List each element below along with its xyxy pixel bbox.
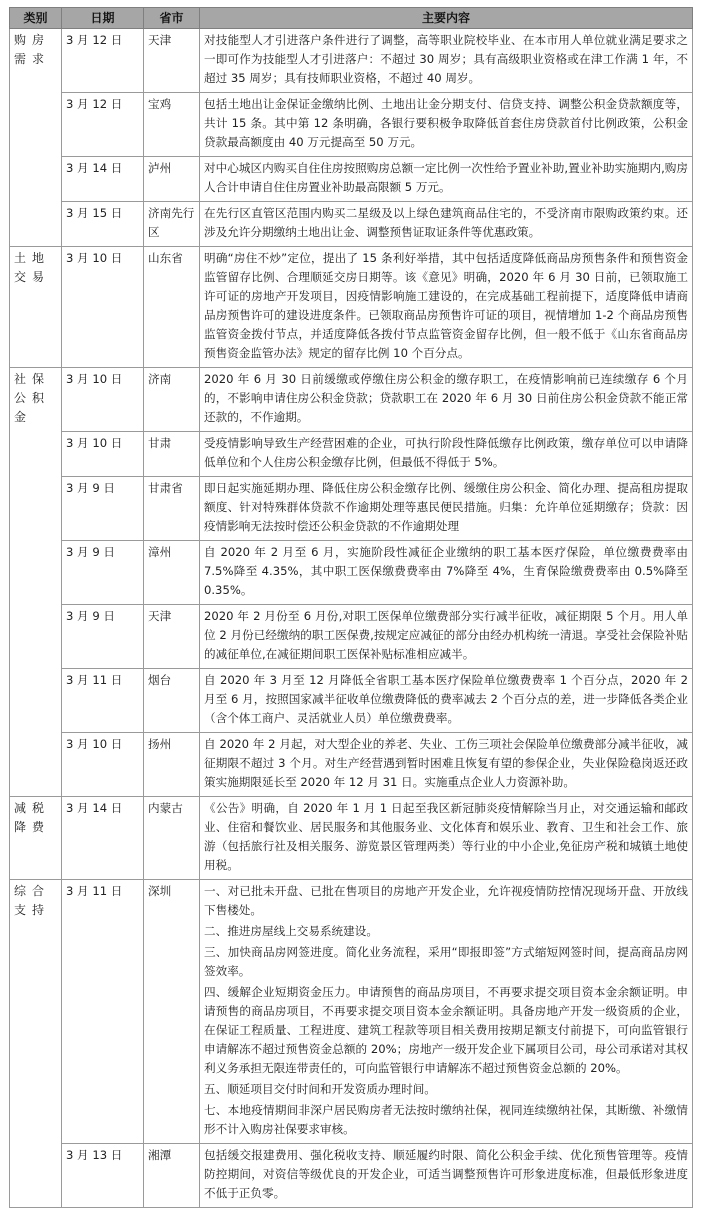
category-cell: 减税降费 — [10, 797, 62, 880]
content-cell — [200, 93, 693, 157]
content-cell — [200, 202, 693, 247]
content-paragraph: 四、缓解企业短期资金压力。申请预售的商品房项目，不再要求提交项目资本金余额证明。申请预售的商品房项目，不再要求提交项目资本金余额证明。具备房地产开发一级资质的企业，在保证工程质量、工程进度、建筑工程款等项目相关费用按期足额支付前提下，可向监管银行申请解冻不超过预售资金总额的 20%；房地产一级开发企业下属项目公司，母公司承诺对其权利义务承担无限连带责任的，可向监管银行申请解冻不超过预售资金总额的 20%。 — [204, 985, 688, 1075]
province-cell: 泸州 — [144, 157, 200, 202]
content-paragraph: 在先行区直管区范围内购买二星级及以上绿色建筑商品住宅的，不受济南市限购政策约束。还涉及允许分期缴纳土地出让金、调整预售证取证条件等优惠政策。 — [204, 206, 688, 239]
date-cell: 3 月 9 日 — [62, 605, 144, 669]
date-cell: 3 月 11 日 — [62, 880, 144, 1144]
table-row — [10, 605, 693, 669]
header-category: 类别 — [10, 8, 62, 29]
table-row — [10, 541, 693, 605]
province-cell: 甘肃 — [144, 432, 200, 477]
content-cell — [200, 368, 693, 432]
content-paragraph: 2020 年 6 月 30 日前缓缴或停缴住房公积金的缴存职工，在疫情影响前已连续缴存 6 个月的，不影响申请住房公积金贷款；贷款职工在 2020 年 6 月 30 日前住房公积金贷款不能正常还款的，不作逾期。 — [204, 372, 688, 424]
date-cell: 3 月 9 日 — [62, 541, 144, 605]
province-cell: 济南 — [144, 368, 200, 432]
content-paragraph: 包括缓交报建费用、强化税收支持、顺延履约时限、简化公积金手续、优化预售管理等。疫情防控期间，对资信等级优良的开发企业，可适当调整预售许可形象进度标准，但最低形象进度不低于正负零。 — [204, 1148, 688, 1200]
content-cell — [200, 541, 693, 605]
content-cell — [200, 1144, 693, 1208]
policy-table — [9, 7, 693, 1208]
table-row — [10, 669, 693, 733]
date-cell: 3 月 10 日 — [62, 432, 144, 477]
province-cell: 湘潭 — [144, 1144, 200, 1208]
content-cell — [200, 432, 693, 477]
table-row — [10, 368, 693, 432]
table-row — [10, 432, 693, 477]
date-cell: 3 月 12 日 — [62, 29, 144, 93]
date-cell: 3 月 9 日 — [62, 477, 144, 541]
content-paragraph: 对中心城区内购买自住住房按照购房总额一定比例一次性给予置业补助,置业补助实施期内,购房人合计申请自住住房置业补助最高限额 5 万元。 — [204, 161, 688, 194]
content-paragraph: 自 2020 年 3 月至 12 月降低全省职工基本医疗保险单位缴费费率 1 个百分点，2020 年 2 月至 6 月，按照国家减半征收单位缴费降低的费率减去 2 个百分点的差，进一步降低各类企业（含个体工商户、灵活就业人员）单位缴费费率。 — [204, 673, 688, 725]
policy-table-container — [9, 7, 692, 1208]
table-header-row — [10, 8, 693, 29]
table-row — [10, 29, 693, 93]
date-cell: 3 月 10 日 — [62, 733, 144, 797]
province-cell: 天津 — [144, 605, 200, 669]
content-cell — [200, 477, 693, 541]
content-cell — [200, 605, 693, 669]
category-cell: 购房需求 — [10, 29, 62, 247]
table-row — [10, 880, 693, 1144]
content-paragraph: 《公告》明确，自 2020 年 1 月 1 日起至我区新冠肺炎疫情解除当月止，对交通运输和邮政业、住宿和餐饮业、居民服务和其他服务业、文化体育和娱乐业、教育、卫生和社会工作、旅游（包括旅行社及相关服务、游览景区管理两类）等行业的中小企业,免征房产税和城镇土地使用税。 — [204, 801, 688, 872]
province-cell: 深圳 — [144, 880, 200, 1144]
table-row — [10, 202, 693, 247]
content-paragraph: 包括土地出让金保证金缴纳比例、土地出让金分期支付、信贷支持、调整公积金贷款额度等，共计 15 条。其中第 12 条明确，各银行要积极争取降低首套住房贷款首付比例政策，公积金贷款最高额度由 40 万元提高至 50 万元。 — [204, 97, 688, 149]
date-cell: 3 月 14 日 — [62, 797, 144, 880]
date-cell: 3 月 12 日 — [62, 93, 144, 157]
content-cell — [200, 669, 693, 733]
date-cell: 3 月 11 日 — [62, 669, 144, 733]
date-cell: 3 月 10 日 — [62, 368, 144, 432]
content-paragraph: 一、对已批未开盘、已批在售项目的房地产开发企业，允许视疫情防控情况现场开盘、开放线下售楼处。 — [204, 884, 688, 917]
content-cell — [200, 733, 693, 797]
province-cell: 扬州 — [144, 733, 200, 797]
province-cell: 天津 — [144, 29, 200, 93]
province-cell: 济南先行区 — [144, 202, 200, 247]
date-cell: 3 月 14 日 — [62, 157, 144, 202]
table-row — [10, 733, 693, 797]
table-row — [10, 157, 693, 202]
date-cell: 3 月 10 日 — [62, 247, 144, 368]
content-cell — [200, 157, 693, 202]
content-paragraph: 对技能型人才引进落户条件进行了调整，高等职业院校毕业、在本市用人单位就业满足要求之一即可作为技能型人才引进落户：不超过 30 周岁；具有高级职业资格或在津工作满 1 年，不超过 35 周岁；具有技师职业资格，不超过 40 周岁。 — [204, 33, 688, 85]
table-row — [10, 477, 693, 541]
content-paragraph: 明确“房住不炒”定位，提出了 15 条利好举措，其中包括适度降低商品房预售条件和预售资金监管留存比例、合理顺延交房日期等。该《意见》明确，2020 年 6 月 30 日前，已领取施工许可证的房地产开发项目，因疫情影响施工建设的，在完成基础工程前提下，适度降低申请商品房预售许可的建设进度条件。已领取商品房预售许可证的项目，视情增加 1-2 个商品房预售监管资金拨付节点，并适度降低各拨付节点监管资金留存比例，但一般不低于《山东省商品房预售资金监管办法》规定的留存比例 10 个百分点。 — [204, 251, 688, 360]
header-province: 省市 — [144, 8, 200, 29]
content-cell — [200, 797, 693, 880]
province-cell: 山东省 — [144, 247, 200, 368]
content-paragraph: 受疫情影响导致生产经营困难的企业，可执行阶段性降低缴存比例政策，缴存单位可以申请降低单位和个人住房公积金缴存比例，但最低不得低于 5%。 — [204, 436, 688, 469]
date-cell: 3 月 13 日 — [62, 1144, 144, 1208]
content-paragraph: 2020 年 2 月份至 6 月份,对职工医保单位缴费部分实行减半征收，减征期限 5 个月。用人单位 2 月份已经缴纳的职工医保费,按规定应减征的部分由经办机构统一清退。享受社会保险补贴的减征单位,在减征期间职工医保补贴标准相应减半。 — [204, 609, 688, 661]
province-cell: 烟台 — [144, 669, 200, 733]
content-paragraph: 即日起实施延期办理、降低住房公积金缴存比例、缓缴住房公积金、简化办理、提高租房提取额度、针对特殊群体贷款不作逾期处理等惠民便民措施。归集：允许单位延期缴存；贷款：因疫情影响无法按时偿还公积金贷款的不作逾期处理 — [204, 481, 688, 533]
content-paragraph: 二、推进房屋线上交易系统建设。 — [204, 924, 378, 938]
province-cell: 甘肃省 — [144, 477, 200, 541]
content-cell — [200, 29, 693, 93]
province-cell: 宝鸡 — [144, 93, 200, 157]
table-body — [10, 29, 693, 1208]
category-cell: 社保公积金 — [10, 368, 62, 797]
content-paragraph: 七、本地疫情期间非深户居民购房者无法按时缴纳社保，视同连续缴纳社保，其断缴、补缴情形不计入购房社保要求审核。 — [204, 1103, 688, 1136]
content-paragraph: 三、加快商品房网签进度。简化业务流程，采用“即报即签”方式缩短网签时间，提高商品房网签效率。 — [204, 945, 688, 978]
category-cell: 综合支持 — [10, 880, 62, 1208]
table-row — [10, 797, 693, 880]
content-cell — [200, 247, 693, 368]
content-cell — [200, 880, 693, 1144]
content-paragraph: 自 2020 年 2 月起，对大型企业的养老、失业、工伤三项社会保险单位缴费部分减半征收，减征期限不超过 3 个月。对生产经营遇到暂时困难且恢复有望的参保企业，失业保险稳岗返还政策实施期限延长至 2020 年 12 月 31 日。实施重点企业人力资源补助。 — [204, 737, 688, 789]
province-cell: 漳州 — [144, 541, 200, 605]
table-row — [10, 247, 693, 368]
category-cell: 土地交易 — [10, 247, 62, 368]
table-row — [10, 1144, 693, 1208]
content-paragraph: 五、顺延项目交付时间和开发资质办理时间。 — [204, 1082, 436, 1096]
province-cell: 内蒙古 — [144, 797, 200, 880]
header-content: 主要内容 — [200, 8, 693, 29]
header-date: 日期 — [62, 8, 144, 29]
date-cell: 3 月 15 日 — [62, 202, 144, 247]
table-row — [10, 93, 693, 157]
content-paragraph: 自 2020 年 2 月至 6 月，实施阶段性减征企业缴纳的职工基本医疗保险，单位缴费费率由 7.5%降至 4.35%，其中职工医保缴费费率由 7%降至 4%，生育保险缴费费率由 0.5%降至 0.35%。 — [204, 545, 688, 597]
